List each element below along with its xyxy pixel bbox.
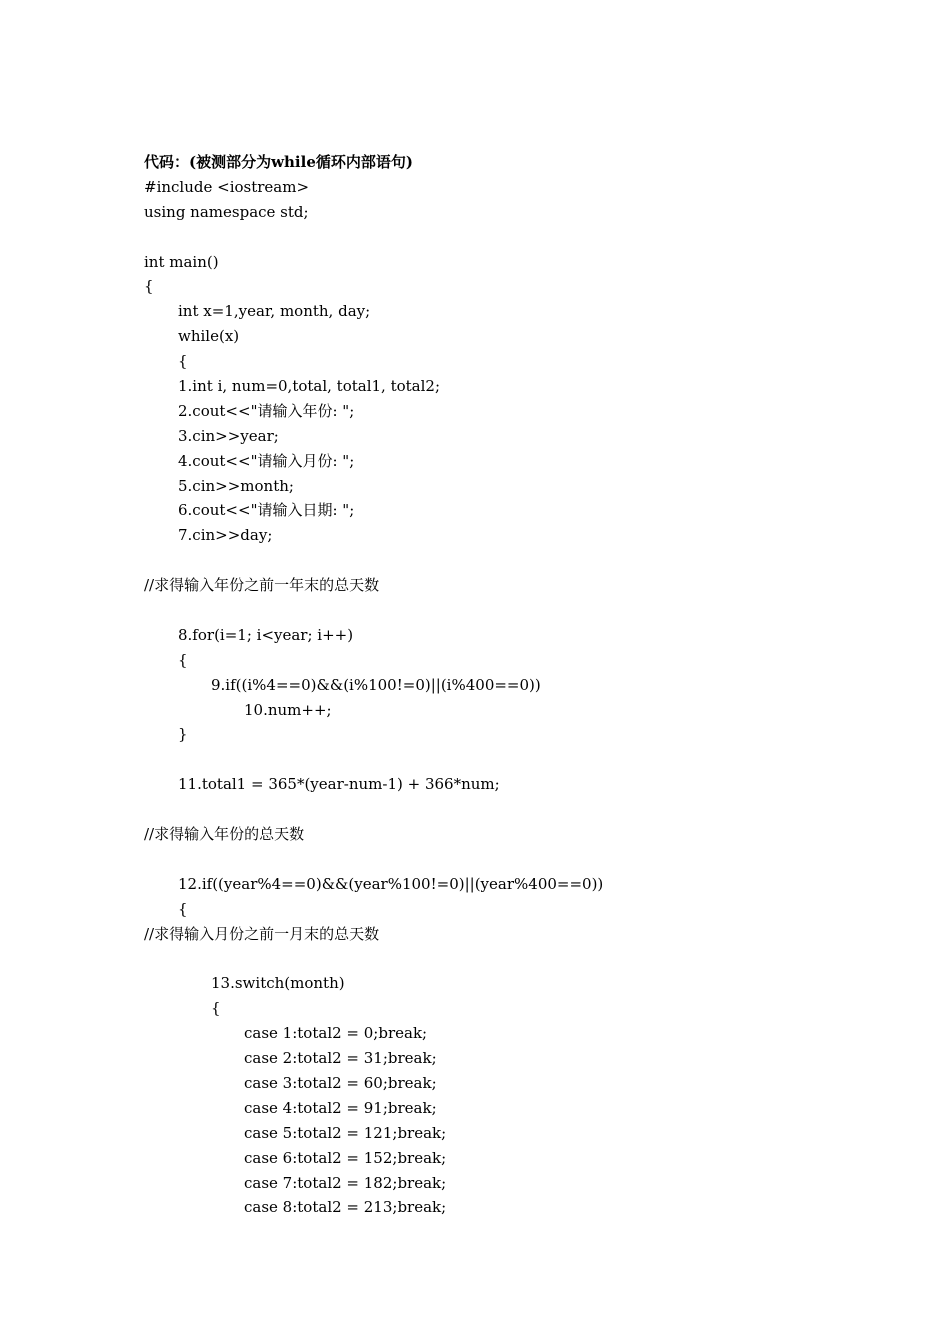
blank-line — [144, 747, 864, 772]
code-line: case 2:total2 = 31;break; — [244, 1049, 437, 1068]
code-line: case 4:total2 = 91;break; — [244, 1098, 437, 1117]
code-line: case 5:total2 = 121;break; — [244, 1123, 447, 1142]
code-line: 8.for(i=1; i<year; i++) — [178, 625, 354, 644]
code-line: 13.switch(month) — [211, 974, 345, 993]
code-line: 6.cout<<"请输入日期: "; — [178, 501, 355, 520]
code-line: int main() — [144, 252, 219, 271]
code-line: { — [144, 277, 154, 296]
blank-line — [144, 947, 864, 972]
code-line: case 6:total2 = 152;break; — [244, 1148, 447, 1167]
code-line: } — [178, 725, 188, 744]
code-line: { — [178, 352, 188, 371]
document-body — [144, 150, 864, 1220]
code-line: //求得输入月份之前一月末的总天数 — [144, 924, 380, 943]
document-heading: 代码：(被测部分为while循环内部语句) — [144, 153, 413, 171]
code-line: { — [211, 999, 221, 1018]
code-line: //求得输入年份之前一年末的总天数 — [144, 576, 380, 595]
code-line: 10.num++; — [244, 700, 332, 719]
blank-line — [144, 548, 864, 573]
code-line: 3.cin>>year; — [178, 426, 279, 445]
code-line: { — [178, 650, 188, 669]
code-line: 7.cin>>day; — [178, 526, 273, 545]
code-line: 11.total1 = 365*(year-num-1) + 366*num; — [178, 775, 500, 794]
blank-line — [144, 225, 864, 250]
code-line: 1.int i, num=0,total, total1, total2; — [178, 377, 441, 396]
code-line: #include <iostream> — [144, 177, 310, 196]
code-line: case 1:total2 = 0;break; — [244, 1024, 428, 1043]
code-line: using namespace std; — [144, 202, 309, 221]
code-line: { — [178, 899, 188, 918]
code-line: case 8:total2 = 213;break; — [244, 1198, 447, 1217]
code-line: 2.cout<<"请输入年份: "; — [178, 401, 355, 420]
code-line: case 3:total2 = 60;break; — [244, 1073, 437, 1092]
code-line: while(x) — [178, 327, 240, 346]
blank-line — [144, 847, 864, 872]
code-line: 4.cout<<"请输入月份: "; — [178, 451, 355, 470]
code-line: 9.if((i%4==0)&&(i%100!=0)||(i%400==0)) — [211, 675, 541, 694]
blank-line — [144, 797, 864, 822]
code-line: 5.cin>>month; — [178, 476, 294, 495]
code-line: 12.if((year%4==0)&&(year%100!=0)||(year%400==0)) — [178, 874, 604, 893]
code-line: case 7:total2 = 182;break; — [244, 1173, 447, 1192]
code-line: //求得输入年份的总天数 — [144, 825, 305, 844]
blank-line — [144, 598, 864, 623]
code-line: int x=1,year, month, day; — [178, 302, 371, 321]
